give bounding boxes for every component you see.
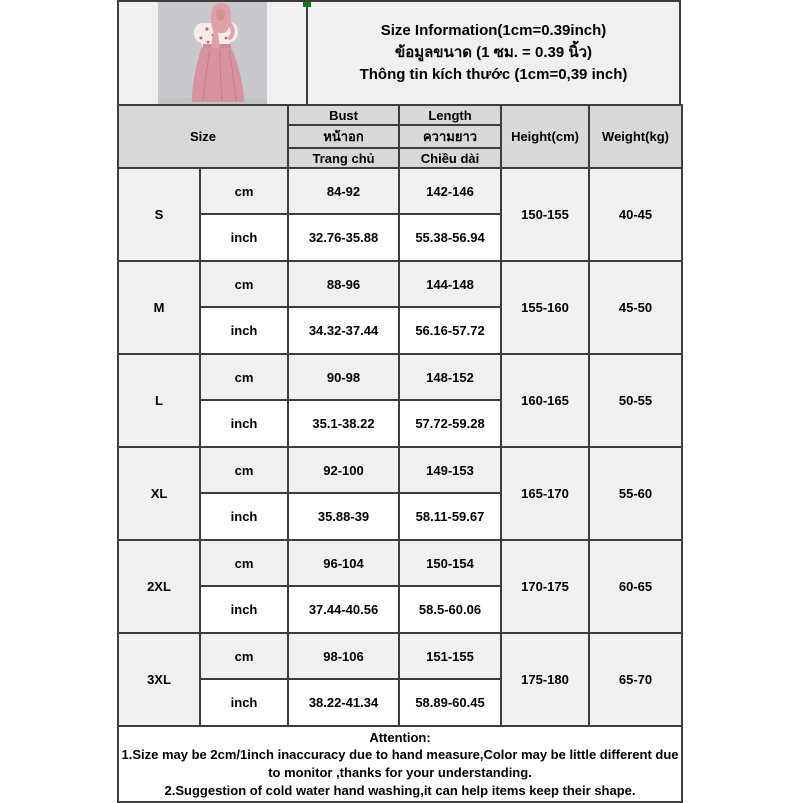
size-label-3xl: 3XL [118,633,200,726]
unit-inch-label: inch [200,214,288,261]
unit-cm-label: cm [200,447,288,493]
length-inch-value: 58.11-59.67 [399,493,501,540]
unit-inch-label: inch [200,400,288,447]
size-label-xl: XL [118,447,200,540]
weight-value: 45-50 [589,261,682,354]
length-header-vi: Chiều dài [399,148,501,168]
bust-inch-value: 38.22-41.34 [288,679,399,726]
length-inch-value: 58.5-60.06 [399,586,501,633]
length-inch-value: 57.72-59.28 [399,400,501,447]
weight-value: 65-70 [589,633,682,726]
length-header-en: Length [399,105,501,125]
size-label-s: S [118,168,200,261]
weight-value: 60-65 [589,540,682,633]
height-column-header: Height(cm) [501,105,589,168]
bust-cm-value: 96-104 [288,540,399,586]
bust-inch-value: 32.76-35.88 [288,214,399,261]
size-label-l: L [118,354,200,447]
product-photo-cell [119,2,308,104]
bust-cm-value: 92-100 [288,447,399,493]
bust-header-vi: Trang chủ [288,148,399,168]
unit-inch-label: inch [200,586,288,633]
unit-cm-label: cm [200,261,288,307]
length-cm-value: 151-155 [399,633,501,679]
height-value: 155-160 [501,261,589,354]
size-table [117,104,683,803]
height-value: 170-175 [501,540,589,633]
height-value: 165-170 [501,447,589,540]
bust-cm-value: 88-96 [288,261,399,307]
attention-title: Attention: [369,729,431,745]
bust-header-th: หน้าอก [288,125,399,148]
attention-note [118,726,682,802]
length-cm-value: 149-153 [399,447,501,493]
height-value: 150-155 [501,168,589,261]
unit-cm-label: cm [200,540,288,586]
unit-inch-label: inch [200,307,288,354]
unit-inch-label: inch [200,493,288,540]
weight-value: 40-45 [589,168,682,261]
weight-column-header: Weight(kg) [589,105,682,168]
length-header-th: ความยาว [399,125,501,148]
attention-line-2: 2.Suggestion of cold water hand washing,it can help items keep their shape. [164,782,636,798]
title-line-vi: Thông tin kích thước (1cm=0,39 inch) [359,65,628,83]
length-inch-value: 55.38-56.94 [399,214,501,261]
green-corner-mark [303,2,311,7]
unit-cm-label: cm [200,633,288,679]
bust-inch-value: 37.44-40.56 [288,586,399,633]
product-image [158,2,267,104]
height-value: 175-180 [501,633,589,726]
bust-header-en: Bust [288,105,399,125]
bust-cm-value: 90-98 [288,354,399,400]
size-column-header: Size [118,105,288,168]
unit-cm-label: cm [200,168,288,214]
size-information-title [308,2,679,104]
bust-inch-value: 35.1-38.22 [288,400,399,447]
size-label-m: M [118,261,200,354]
length-cm-value: 148-152 [399,354,501,400]
bust-inch-value: 34.32-37.44 [288,307,399,354]
attention-line-1: 1.Size may be 2cm/1inch inaccuracy due to hand measure,Color may be little different due to monitor ,thanks for your understanding. [121,747,679,780]
length-inch-value: 56.16-57.72 [399,307,501,354]
size-label-2xl: 2XL [118,540,200,633]
size-chart-sheet [117,0,681,803]
bust-cm-value: 84-92 [288,168,399,214]
length-cm-value: 144-148 [399,261,501,307]
length-cm-value: 150-154 [399,540,501,586]
height-value: 160-165 [501,354,589,447]
weight-value: 50-55 [589,354,682,447]
length-cm-value: 142-146 [399,168,501,214]
header-row [117,0,681,106]
bust-cm-value: 98-106 [288,633,399,679]
title-line-th: ข้อมูลขนาด (1 ซม. = 0.39 นิ้ว) [394,44,593,62]
length-inch-value: 58.89-60.45 [399,679,501,726]
unit-inch-label: inch [200,679,288,726]
unit-cm-label: cm [200,354,288,400]
bust-inch-value: 35.88-39 [288,493,399,540]
title-line-en: Size Information(1cm=0.39inch) [380,22,607,40]
weight-value: 55-60 [589,447,682,540]
